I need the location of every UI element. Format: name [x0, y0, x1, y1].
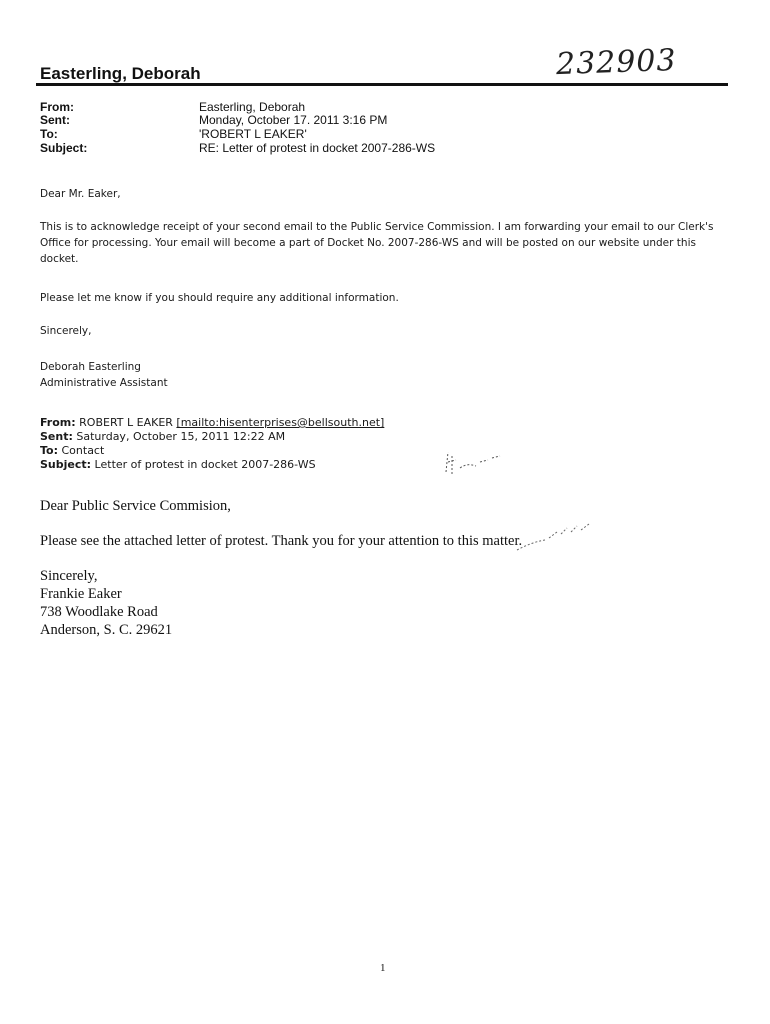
original-from-name: ROBERT L EAKER	[79, 416, 173, 429]
sent-value: Monday, October 17. 2011 3:16 PM	[199, 113, 388, 127]
reply-greeting: Dear Mr. Eaker,	[40, 188, 121, 200]
subject-value: RE: Letter of protest in docket 2007-286-WS	[199, 141, 436, 155]
original-greeting: Dear Public Service Commision,	[40, 498, 231, 514]
to-label: To:	[40, 127, 58, 141]
signature-title: Administrative Assistant	[40, 377, 168, 389]
reply-closing: Sincerely,	[40, 325, 92, 337]
from-label: From:	[40, 100, 74, 114]
signature-name: Deborah Easterling	[40, 361, 141, 373]
original-sent-value: Saturday, October 15, 2011 12:22 AM	[76, 430, 286, 443]
header-divider	[36, 83, 728, 86]
original-sent-line	[40, 430, 285, 443]
subject-label: Subject:	[40, 141, 88, 155]
to-value: 'ROBERT L EAKER'	[199, 127, 307, 141]
original-closing: Sincerely,	[40, 568, 98, 584]
original-to-line	[40, 444, 104, 457]
sent-label: Sent:	[40, 113, 70, 127]
original-signature-name: Frankie Eaker	[40, 586, 122, 602]
original-from-label: From:	[40, 416, 76, 429]
original-to-value: Contact	[61, 444, 105, 457]
mailroom-stamp-mark	[515, 520, 595, 556]
from-value: Easterling, Deborah	[199, 100, 306, 114]
original-subject-label: Subject:	[40, 458, 92, 471]
original-subject-line	[40, 458, 316, 471]
sender-name-heading: Easterling, Deborah	[40, 64, 201, 83]
reply-paragraph-2: Please let me know if you should require any additional information.	[40, 292, 399, 304]
original-to-label: To:	[40, 444, 58, 457]
received-stamp-mark	[440, 442, 510, 482]
original-sent-label: Sent:	[40, 430, 73, 443]
original-address-line-1: 738 Woodlake Road	[40, 604, 158, 620]
original-address-line-2: Anderson, S. C. 29621	[40, 622, 173, 638]
original-from-email-link[interactable]: [mailto:hisenterprises@bellsouth.net]	[176, 416, 385, 429]
page-number: 1	[380, 962, 386, 974]
original-from-line	[40, 416, 384, 429]
original-body: Please see the attached letter of protest. Thank you for your attention to this matter.	[40, 533, 523, 549]
reply-paragraph-1: This is to acknowledge receipt of your second email to the Public Service Commission. I am forwarding your email to our Clerk's Office for processing. Your email will become a part of Docket No. 2007-286-WS and will be posted on our website under this docket.	[40, 221, 714, 265]
original-subject-value: Letter of protest in docket 2007-286-WS	[94, 458, 316, 471]
handwritten-document-number: 232903	[555, 42, 678, 83]
